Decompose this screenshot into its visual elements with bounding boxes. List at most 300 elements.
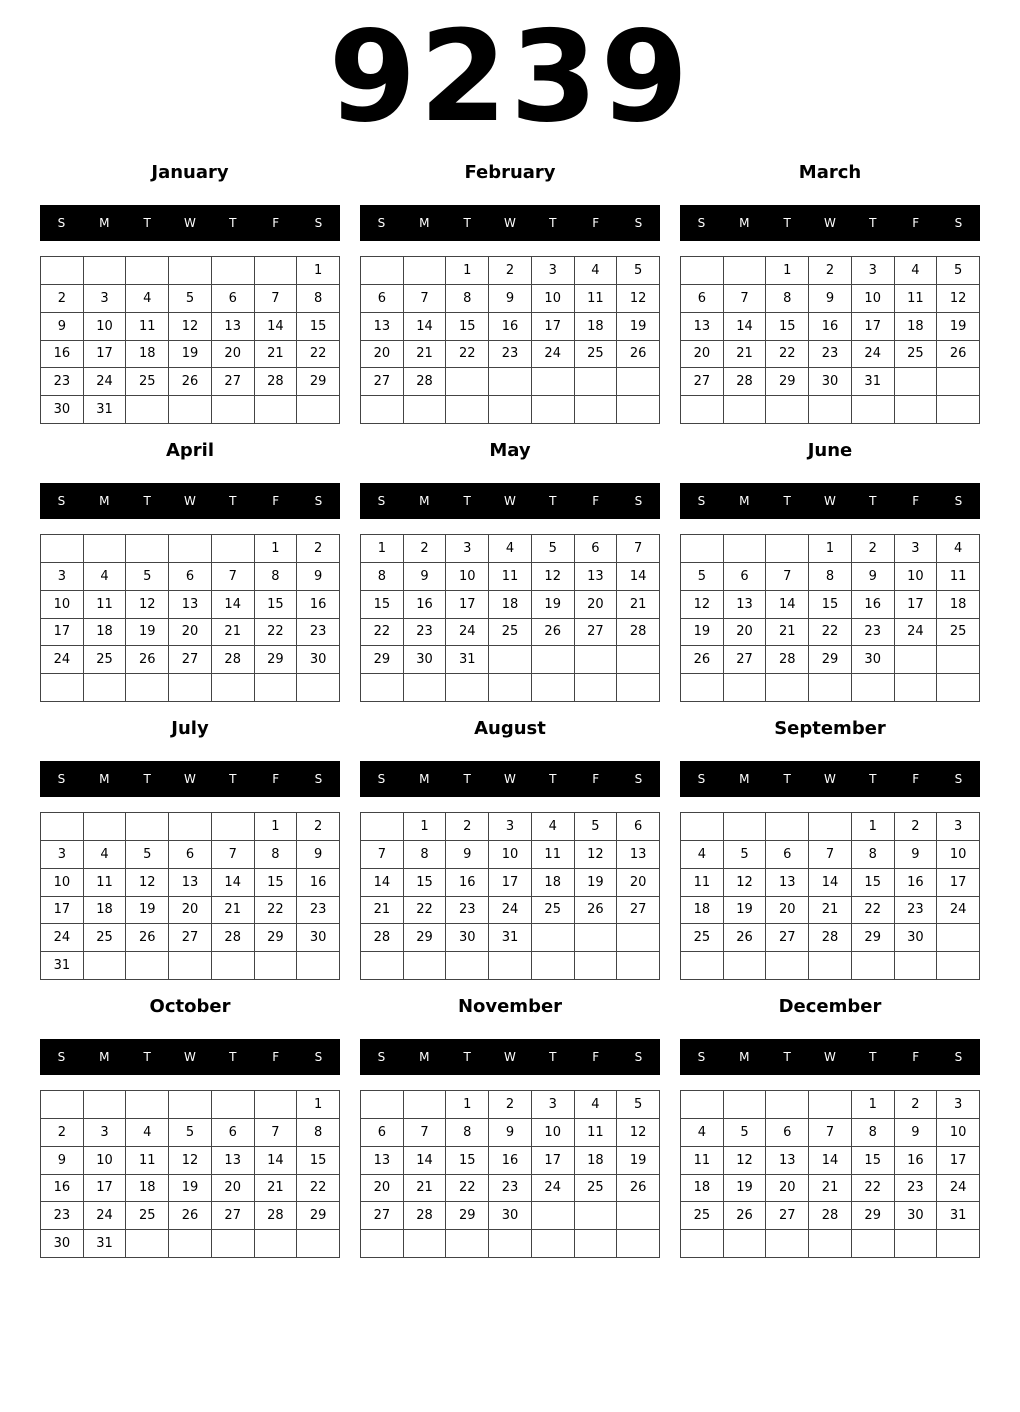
day-cell: 23 bbox=[895, 1175, 938, 1203]
empty-cell bbox=[404, 396, 447, 424]
day-cell: 13 bbox=[617, 841, 660, 869]
empty-cell bbox=[809, 1091, 852, 1119]
empty-cell bbox=[937, 924, 980, 952]
month-name: March bbox=[798, 162, 862, 183]
day-cell: 10 bbox=[937, 841, 980, 869]
day-cell: 1 bbox=[404, 813, 447, 841]
day-cell: 21 bbox=[404, 1175, 447, 1203]
day-cell: 27 bbox=[169, 646, 212, 674]
empty-cell bbox=[297, 952, 340, 980]
weekday-label: F bbox=[272, 772, 280, 786]
empty-cell bbox=[681, 674, 724, 702]
day-cell: 4 bbox=[489, 535, 532, 563]
day-cell: 11 bbox=[937, 563, 980, 591]
day-cell: 20 bbox=[766, 897, 809, 925]
day-cell: 22 bbox=[404, 897, 447, 925]
weekday-label: W bbox=[824, 216, 836, 230]
day-cell: 24 bbox=[937, 897, 980, 925]
weekday-label: W bbox=[824, 1050, 836, 1064]
day-cell: 15 bbox=[852, 869, 895, 897]
weekday-label: S bbox=[634, 1050, 643, 1064]
empty-cell bbox=[681, 535, 724, 563]
empty-cell bbox=[724, 396, 767, 424]
day-cell: 3 bbox=[489, 813, 532, 841]
day-cell: 29 bbox=[766, 368, 809, 396]
day-cell: 13 bbox=[361, 1147, 404, 1175]
day-cell: 13 bbox=[361, 313, 404, 341]
day-cell: 2 bbox=[41, 285, 84, 313]
day-cell: 29 bbox=[297, 1202, 340, 1230]
day-cell: 22 bbox=[852, 897, 895, 925]
day-cell: 17 bbox=[84, 1175, 127, 1203]
day-cell: 10 bbox=[41, 869, 84, 897]
day-cell: 8 bbox=[297, 1119, 340, 1147]
empty-cell bbox=[575, 924, 618, 952]
empty-cell bbox=[532, 396, 575, 424]
empty-cell bbox=[766, 535, 809, 563]
weekday-label: W bbox=[504, 494, 516, 508]
weekday-header bbox=[40, 205, 340, 241]
weekday-header bbox=[680, 483, 980, 519]
day-cell: 19 bbox=[724, 1175, 767, 1203]
day-cell: 19 bbox=[937, 313, 980, 341]
day-cell: 4 bbox=[681, 1119, 724, 1147]
day-cell: 16 bbox=[489, 1147, 532, 1175]
empty-cell bbox=[895, 396, 938, 424]
empty-cell bbox=[575, 674, 618, 702]
day-grid bbox=[680, 534, 980, 702]
day-cell: 23 bbox=[41, 368, 84, 396]
weekday-label: W bbox=[824, 494, 836, 508]
day-grid bbox=[40, 534, 340, 702]
weekday-label: W bbox=[184, 772, 196, 786]
weekday-label: F bbox=[272, 216, 280, 230]
day-cell: 29 bbox=[852, 1202, 895, 1230]
empty-cell bbox=[852, 1230, 895, 1258]
day-cell: 19 bbox=[617, 1147, 660, 1175]
empty-cell bbox=[575, 368, 618, 396]
day-cell: 22 bbox=[446, 1175, 489, 1203]
day-cell: 21 bbox=[361, 897, 404, 925]
day-cell: 12 bbox=[169, 1147, 212, 1175]
day-cell: 7 bbox=[404, 285, 447, 313]
day-cell: 22 bbox=[297, 341, 340, 369]
weekday-label: S bbox=[314, 1050, 323, 1064]
day-cell: 24 bbox=[852, 341, 895, 369]
day-cell: 11 bbox=[575, 285, 618, 313]
day-cell: 8 bbox=[446, 1119, 489, 1147]
day-cell: 6 bbox=[766, 1119, 809, 1147]
day-cell: 17 bbox=[532, 313, 575, 341]
weekday-header bbox=[680, 761, 980, 797]
empty-cell bbox=[169, 952, 212, 980]
day-cell: 11 bbox=[681, 869, 724, 897]
day-cell: 16 bbox=[446, 869, 489, 897]
weekday-label: T bbox=[463, 216, 471, 230]
day-cell: 6 bbox=[212, 1119, 255, 1147]
day-grid bbox=[680, 256, 980, 424]
empty-cell bbox=[937, 396, 980, 424]
day-cell: 30 bbox=[446, 924, 489, 952]
day-cell: 23 bbox=[852, 619, 895, 647]
day-cell: 25 bbox=[489, 619, 532, 647]
day-cell: 22 bbox=[255, 619, 298, 647]
day-cell: 14 bbox=[361, 869, 404, 897]
day-cell: 12 bbox=[724, 1147, 767, 1175]
day-cell: 31 bbox=[852, 368, 895, 396]
day-cell: 2 bbox=[297, 535, 340, 563]
day-cell: 18 bbox=[126, 1175, 169, 1203]
empty-cell bbox=[617, 396, 660, 424]
day-cell: 31 bbox=[489, 924, 532, 952]
day-cell: 13 bbox=[575, 563, 618, 591]
month-name: December bbox=[778, 996, 882, 1017]
day-cell: 16 bbox=[297, 591, 340, 619]
empty-cell bbox=[895, 646, 938, 674]
empty-cell bbox=[297, 396, 340, 424]
year-title: 9239 bbox=[328, 3, 692, 150]
day-cell: 1 bbox=[809, 535, 852, 563]
day-cell: 3 bbox=[852, 257, 895, 285]
day-cell: 3 bbox=[41, 841, 84, 869]
day-cell: 3 bbox=[446, 535, 489, 563]
day-cell: 22 bbox=[255, 897, 298, 925]
empty-cell bbox=[617, 1230, 660, 1258]
empty-cell bbox=[169, 674, 212, 702]
day-cell: 15 bbox=[361, 591, 404, 619]
day-cell: 17 bbox=[937, 869, 980, 897]
day-cell: 4 bbox=[937, 535, 980, 563]
empty-cell bbox=[489, 646, 532, 674]
empty-cell bbox=[212, 257, 255, 285]
empty-cell bbox=[809, 1230, 852, 1258]
day-cell: 9 bbox=[404, 563, 447, 591]
day-cell: 1 bbox=[297, 1091, 340, 1119]
day-cell: 18 bbox=[84, 619, 127, 647]
day-cell: 1 bbox=[766, 257, 809, 285]
day-cell: 20 bbox=[617, 869, 660, 897]
weekday-label: S bbox=[634, 494, 643, 508]
weekday-label: T bbox=[549, 216, 557, 230]
empty-cell bbox=[937, 952, 980, 980]
day-cell: 5 bbox=[532, 535, 575, 563]
day-cell: 24 bbox=[41, 646, 84, 674]
weekday-header bbox=[360, 1039, 660, 1075]
weekday-label: F bbox=[272, 1050, 280, 1064]
empty-cell bbox=[404, 1091, 447, 1119]
day-cell: 23 bbox=[809, 341, 852, 369]
empty-cell bbox=[446, 674, 489, 702]
day-cell: 29 bbox=[297, 368, 340, 396]
empty-cell bbox=[84, 1091, 127, 1119]
day-cell: 23 bbox=[297, 619, 340, 647]
day-cell: 14 bbox=[809, 869, 852, 897]
weekday-label: M bbox=[419, 216, 430, 230]
day-cell: 12 bbox=[724, 869, 767, 897]
empty-cell bbox=[84, 257, 127, 285]
day-cell: 25 bbox=[84, 924, 127, 952]
day-cell: 27 bbox=[361, 1202, 404, 1230]
empty-cell bbox=[126, 1091, 169, 1119]
day-cell: 4 bbox=[895, 257, 938, 285]
day-cell: 29 bbox=[809, 646, 852, 674]
day-cell: 6 bbox=[681, 285, 724, 313]
empty-cell bbox=[255, 1230, 298, 1258]
day-cell: 6 bbox=[766, 841, 809, 869]
day-cell: 6 bbox=[361, 285, 404, 313]
day-cell: 8 bbox=[766, 285, 809, 313]
day-cell: 4 bbox=[681, 841, 724, 869]
day-cell: 16 bbox=[895, 869, 938, 897]
empty-cell bbox=[852, 674, 895, 702]
empty-cell bbox=[575, 952, 618, 980]
day-cell: 26 bbox=[724, 1202, 767, 1230]
day-cell: 5 bbox=[169, 1119, 212, 1147]
day-cell: 12 bbox=[681, 591, 724, 619]
empty-cell bbox=[809, 952, 852, 980]
day-cell: 24 bbox=[532, 1175, 575, 1203]
empty-cell bbox=[489, 396, 532, 424]
day-cell: 2 bbox=[489, 1091, 532, 1119]
day-cell: 6 bbox=[169, 563, 212, 591]
month-name: September bbox=[774, 718, 886, 739]
weekday-label: S bbox=[954, 216, 963, 230]
day-cell: 28 bbox=[361, 924, 404, 952]
day-cell: 17 bbox=[895, 591, 938, 619]
day-cell: 7 bbox=[361, 841, 404, 869]
day-cell: 5 bbox=[724, 1119, 767, 1147]
day-cell: 9 bbox=[297, 841, 340, 869]
day-grid bbox=[360, 534, 660, 702]
day-cell: 10 bbox=[532, 285, 575, 313]
day-cell: 8 bbox=[255, 841, 298, 869]
weekday-label: F bbox=[912, 494, 920, 508]
empty-cell bbox=[126, 952, 169, 980]
day-cell: 26 bbox=[575, 897, 618, 925]
day-cell: 12 bbox=[575, 841, 618, 869]
empty-cell bbox=[532, 952, 575, 980]
weekday-header bbox=[360, 205, 660, 241]
weekday-label: M bbox=[419, 494, 430, 508]
empty-cell bbox=[41, 813, 84, 841]
day-grid bbox=[360, 1090, 660, 1258]
day-cell: 26 bbox=[532, 619, 575, 647]
empty-cell bbox=[489, 1230, 532, 1258]
day-cell: 13 bbox=[169, 591, 212, 619]
month-name: February bbox=[464, 162, 556, 183]
day-cell: 28 bbox=[724, 368, 767, 396]
day-cell: 7 bbox=[724, 285, 767, 313]
day-cell: 1 bbox=[297, 257, 340, 285]
empty-cell bbox=[361, 1091, 404, 1119]
weekday-label: T bbox=[783, 772, 791, 786]
weekday-label: T bbox=[549, 494, 557, 508]
empty-cell bbox=[361, 396, 404, 424]
day-cell: 10 bbox=[532, 1119, 575, 1147]
day-cell: 26 bbox=[169, 1202, 212, 1230]
day-cell: 1 bbox=[852, 813, 895, 841]
weekday-label: S bbox=[697, 494, 706, 508]
weekday-label: S bbox=[634, 772, 643, 786]
day-cell: 11 bbox=[84, 591, 127, 619]
day-cell: 9 bbox=[809, 285, 852, 313]
day-cell: 1 bbox=[446, 1091, 489, 1119]
day-cell: 13 bbox=[212, 1147, 255, 1175]
day-cell: 30 bbox=[41, 396, 84, 424]
weekday-label: F bbox=[592, 1050, 600, 1064]
month-name: January bbox=[151, 162, 229, 183]
empty-cell bbox=[575, 1230, 618, 1258]
weekday-label: M bbox=[739, 772, 750, 786]
empty-cell bbox=[212, 674, 255, 702]
day-cell: 24 bbox=[446, 619, 489, 647]
empty-cell bbox=[532, 1230, 575, 1258]
day-grid bbox=[40, 812, 340, 980]
empty-cell bbox=[169, 1230, 212, 1258]
day-cell: 23 bbox=[489, 341, 532, 369]
weekday-label: M bbox=[739, 216, 750, 230]
day-cell: 25 bbox=[575, 1175, 618, 1203]
day-cell: 7 bbox=[255, 1119, 298, 1147]
empty-cell bbox=[489, 674, 532, 702]
empty-cell bbox=[575, 396, 618, 424]
day-cell: 30 bbox=[297, 924, 340, 952]
day-cell: 20 bbox=[212, 341, 255, 369]
day-cell: 4 bbox=[84, 841, 127, 869]
day-cell: 12 bbox=[617, 285, 660, 313]
day-cell: 17 bbox=[489, 869, 532, 897]
empty-cell bbox=[489, 952, 532, 980]
month-name: June bbox=[807, 440, 853, 461]
day-cell: 11 bbox=[489, 563, 532, 591]
empty-cell bbox=[255, 396, 298, 424]
empty-cell bbox=[212, 952, 255, 980]
day-cell: 20 bbox=[575, 591, 618, 619]
day-cell: 22 bbox=[766, 341, 809, 369]
day-cell: 30 bbox=[809, 368, 852, 396]
day-cell: 21 bbox=[809, 897, 852, 925]
weekday-label: W bbox=[184, 216, 196, 230]
day-cell: 7 bbox=[809, 841, 852, 869]
weekday-label: T bbox=[869, 494, 877, 508]
empty-cell bbox=[446, 952, 489, 980]
day-cell: 15 bbox=[297, 1147, 340, 1175]
weekday-label: F bbox=[912, 1050, 920, 1064]
day-cell: 5 bbox=[617, 257, 660, 285]
empty-cell bbox=[617, 674, 660, 702]
day-cell: 1 bbox=[255, 813, 298, 841]
day-cell: 29 bbox=[255, 646, 298, 674]
day-cell: 20 bbox=[681, 341, 724, 369]
empty-cell bbox=[126, 535, 169, 563]
day-cell: 21 bbox=[617, 591, 660, 619]
day-cell: 14 bbox=[617, 563, 660, 591]
day-cell: 12 bbox=[126, 591, 169, 619]
day-cell: 10 bbox=[489, 841, 532, 869]
day-cell: 2 bbox=[41, 1119, 84, 1147]
weekday-label: T bbox=[463, 494, 471, 508]
day-cell: 10 bbox=[446, 563, 489, 591]
day-cell: 20 bbox=[361, 1175, 404, 1203]
empty-cell bbox=[255, 257, 298, 285]
weekday-label: W bbox=[504, 772, 516, 786]
day-cell: 7 bbox=[212, 563, 255, 591]
empty-cell bbox=[724, 674, 767, 702]
day-cell: 10 bbox=[937, 1119, 980, 1147]
empty-cell bbox=[41, 1091, 84, 1119]
weekday-header bbox=[40, 483, 340, 519]
day-cell: 14 bbox=[255, 313, 298, 341]
empty-cell bbox=[361, 674, 404, 702]
day-cell: 19 bbox=[169, 341, 212, 369]
day-cell: 21 bbox=[212, 619, 255, 647]
day-cell: 15 bbox=[446, 1147, 489, 1175]
day-cell: 14 bbox=[724, 313, 767, 341]
day-cell: 13 bbox=[724, 591, 767, 619]
day-cell: 5 bbox=[937, 257, 980, 285]
day-cell: 11 bbox=[532, 841, 575, 869]
day-cell: 22 bbox=[809, 619, 852, 647]
day-cell: 31 bbox=[446, 646, 489, 674]
weekday-label: S bbox=[954, 494, 963, 508]
empty-cell bbox=[852, 396, 895, 424]
empty-cell bbox=[84, 952, 127, 980]
weekday-header bbox=[680, 1039, 980, 1075]
weekday-label: T bbox=[783, 216, 791, 230]
weekday-label: T bbox=[229, 772, 237, 786]
day-cell: 29 bbox=[446, 1202, 489, 1230]
weekday-label: F bbox=[912, 772, 920, 786]
month-name: November bbox=[457, 996, 563, 1017]
day-cell: 26 bbox=[617, 1175, 660, 1203]
day-cell: 29 bbox=[255, 924, 298, 952]
empty-cell bbox=[212, 1091, 255, 1119]
empty-cell bbox=[809, 813, 852, 841]
day-cell: 13 bbox=[169, 869, 212, 897]
empty-cell bbox=[212, 1230, 255, 1258]
day-cell: 29 bbox=[361, 646, 404, 674]
day-cell: 15 bbox=[446, 313, 489, 341]
empty-cell bbox=[169, 813, 212, 841]
day-cell: 16 bbox=[852, 591, 895, 619]
day-cell: 28 bbox=[212, 924, 255, 952]
weekday-header bbox=[360, 761, 660, 797]
day-cell: 28 bbox=[809, 924, 852, 952]
empty-cell bbox=[895, 1230, 938, 1258]
weekday-label: S bbox=[377, 494, 386, 508]
day-cell: 3 bbox=[41, 563, 84, 591]
empty-cell bbox=[532, 646, 575, 674]
weekday-label: F bbox=[912, 216, 920, 230]
weekday-label: T bbox=[549, 1050, 557, 1064]
weekday-label: T bbox=[869, 772, 877, 786]
weekday-label: M bbox=[99, 1050, 110, 1064]
day-cell: 10 bbox=[852, 285, 895, 313]
day-cell: 25 bbox=[681, 924, 724, 952]
day-cell: 12 bbox=[617, 1119, 660, 1147]
day-cell: 1 bbox=[852, 1091, 895, 1119]
day-cell: 19 bbox=[724, 897, 767, 925]
day-cell: 13 bbox=[766, 1147, 809, 1175]
day-cell: 21 bbox=[809, 1175, 852, 1203]
day-cell: 15 bbox=[809, 591, 852, 619]
day-cell: 18 bbox=[681, 897, 724, 925]
day-cell: 12 bbox=[169, 313, 212, 341]
day-cell: 22 bbox=[852, 1175, 895, 1203]
day-cell: 4 bbox=[126, 285, 169, 313]
weekday-label: S bbox=[697, 216, 706, 230]
empty-cell bbox=[532, 674, 575, 702]
